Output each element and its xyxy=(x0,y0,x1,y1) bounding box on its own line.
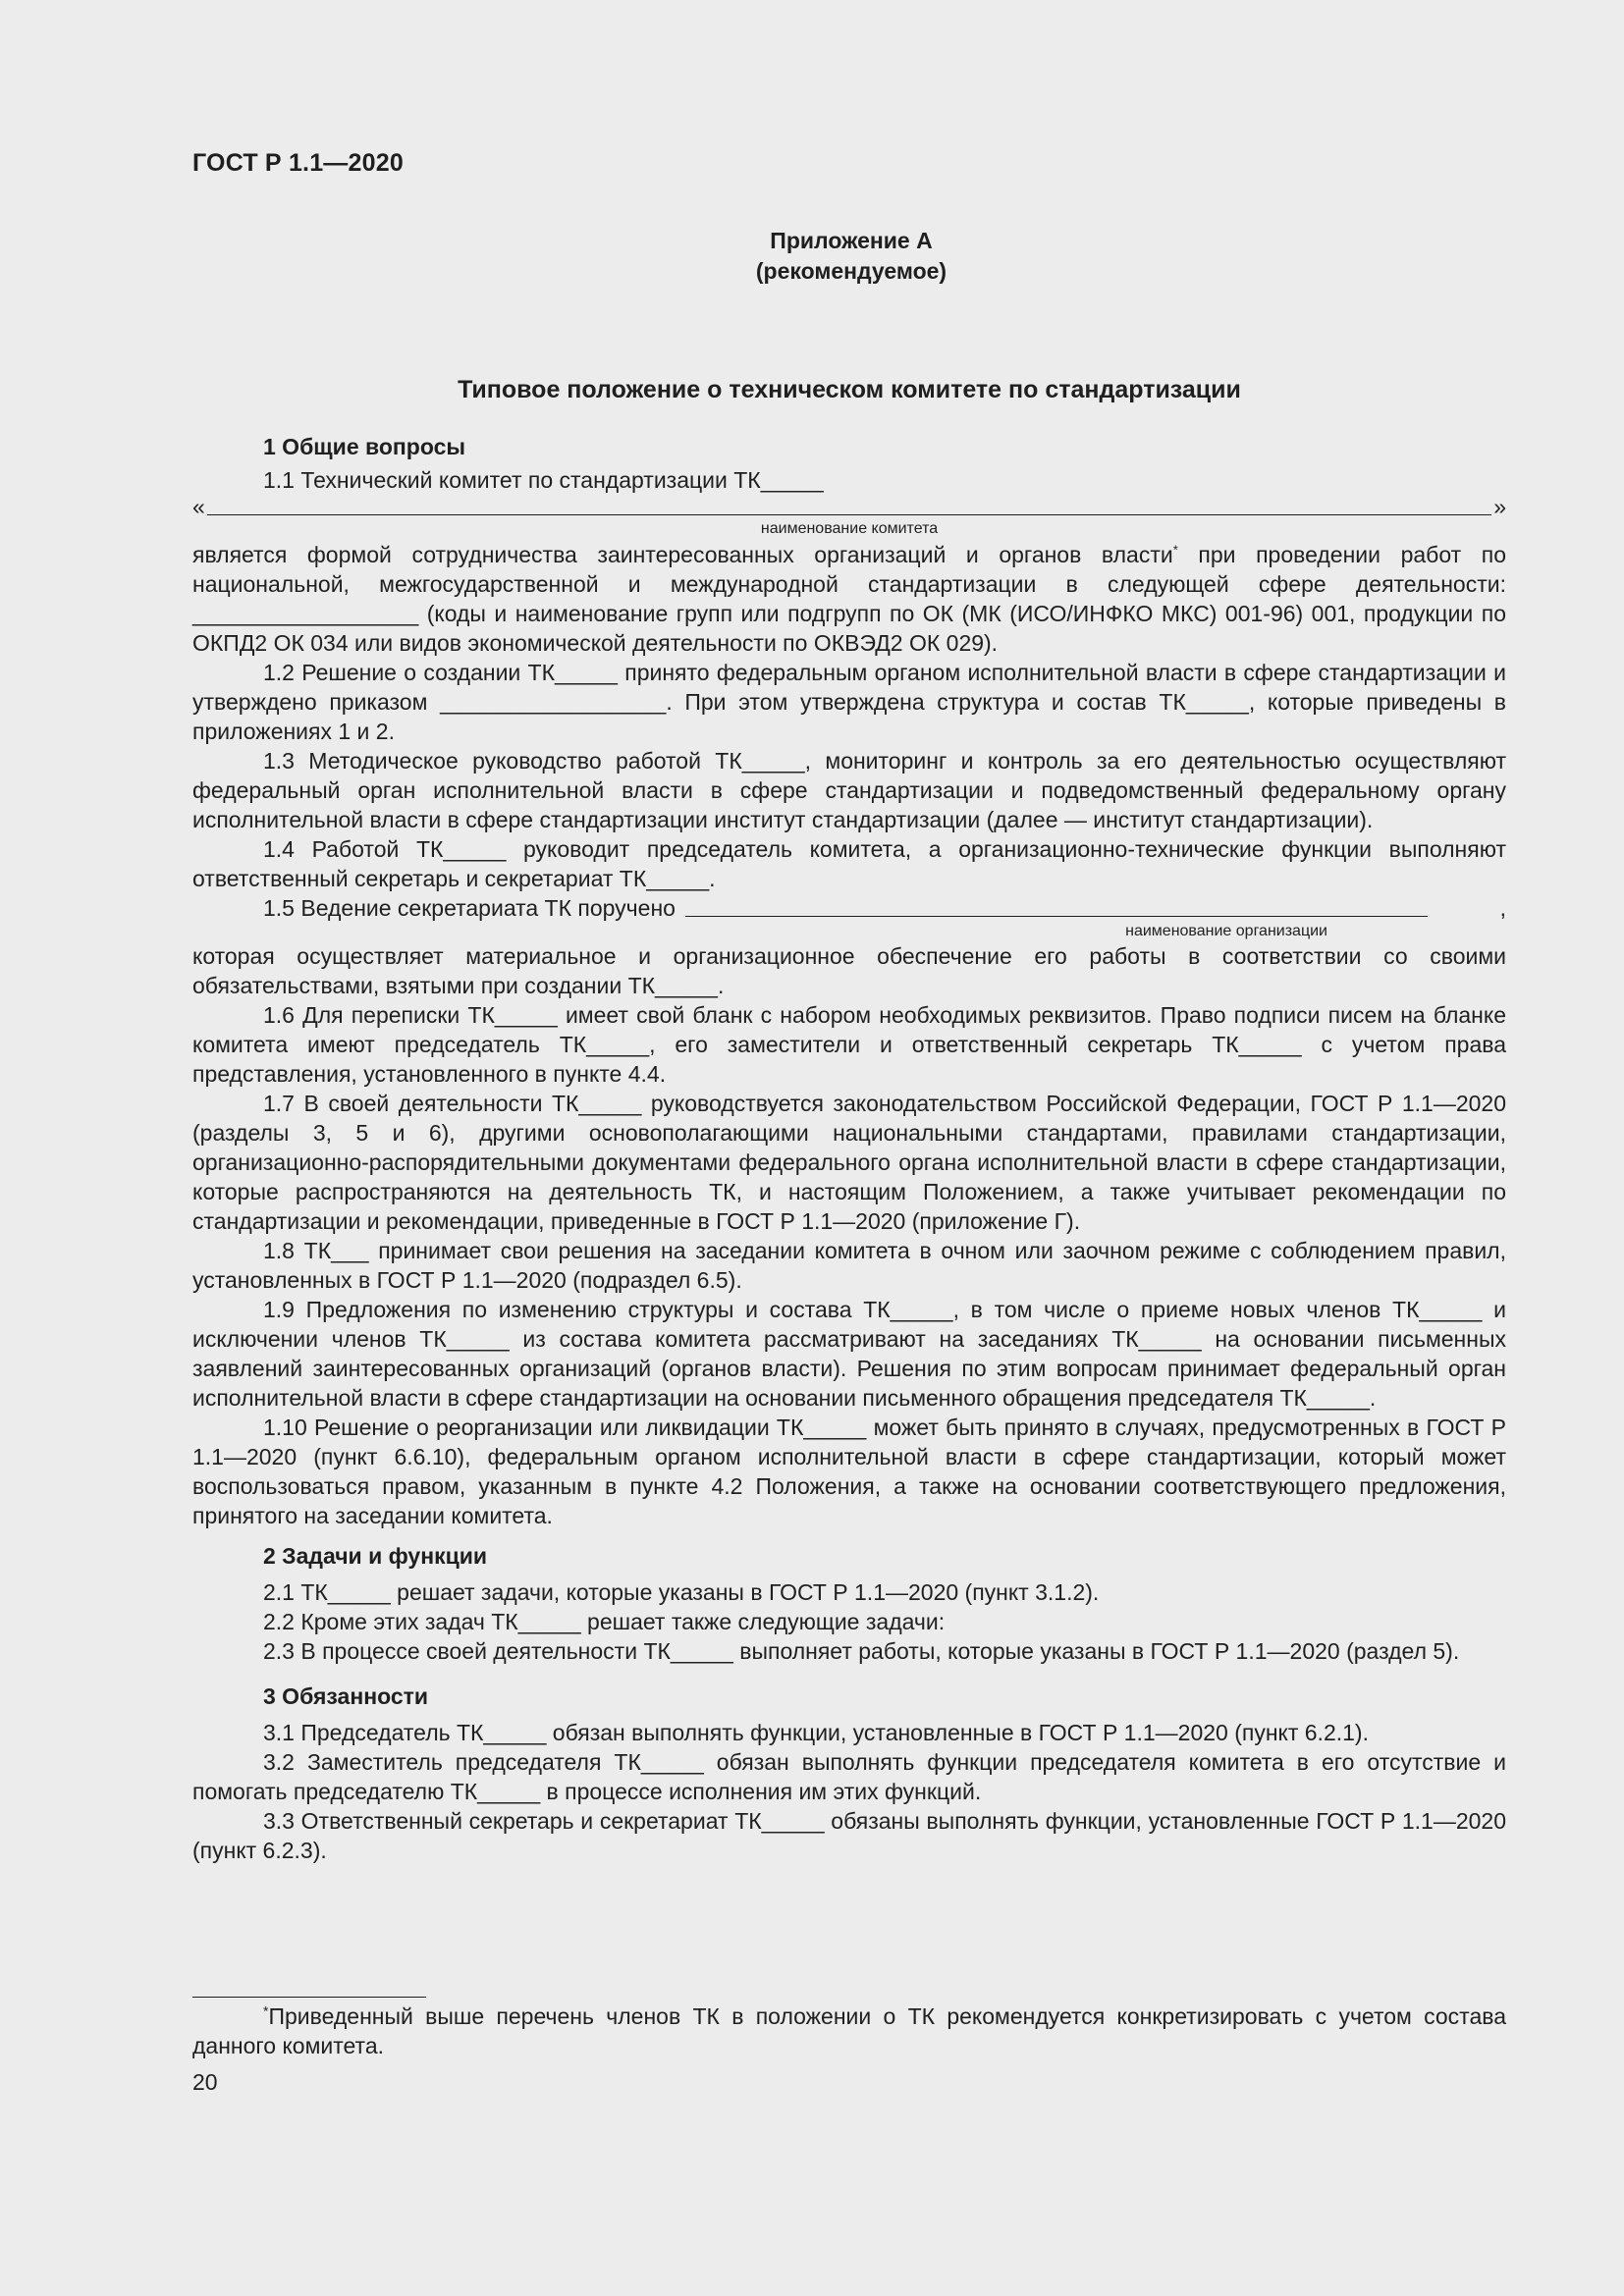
clause-1-9: 1.9 Предложения по изменению структуры и состава ТК_____, в том числе о приеме новых членов ТК_____ и исключении членов ТК_____ из состава комитета рассматривают на заседаниях ТК_____ на основании письменных заявлений заинтересованных организаций (органов власти). Решения по этим вопросам принимает федеральный орган исполнительной власти в сфере стандартизации на основании письменного обращения председателя ТК_____. xyxy=(192,1297,1506,1411)
document-title: Типовое положение о техническом комитете по стандартизации xyxy=(458,376,1241,403)
appendix-status: (рекомендуемое) xyxy=(755,258,947,284)
document-code: ГОСТ Р 1.1—2020 xyxy=(192,149,404,177)
footnote-divider xyxy=(192,1997,426,1998)
section-2-heading: 2 Задачи и функции xyxy=(263,1543,488,1569)
clause-1-10: 1.10 Решение о реорганизации или ликвидации ТК_____ может быть принято в случаях, предусмотренных в ГОСТ Р 1.1—2020 (пункт 6.6.10), федеральным органом исполнительной власти в сфере стандартизации, который может воспользоваться правом, указанным в пункте 4.2 Положения, а также на основании соответствующего предложения, принятого на заседании комитета. xyxy=(192,1415,1506,1528)
clause-1-3: 1.3 Методическое руководство работой ТК_____, мониторинг и контроль за его деятельностью осуществляют федеральный орган исполнительной власти в сфере стандартизации и подведомственный федеральному органу исполнительной власти в сфере стандартизации институт стандартизации (далее — институт стандартизации). xyxy=(192,748,1506,832)
clause-1-8: 1.8 ТК___ принимает свои решения на заседании комитета в очном или заочном режиме с соблюдением правил, установленных в ГОСТ Р 1.1—2020 (подраздел 6.5). xyxy=(192,1238,1506,1293)
document-body xyxy=(192,432,1506,1865)
clause-1-1-text xyxy=(192,540,1506,658)
appendix-heading xyxy=(0,226,1624,287)
clause-3-3: 3.3 Ответственный секретарь и секретариат ТК_____ обязаны выполнять функции, установленные ГОСТ Р 1.1—2020 (пункт 6.2.3). xyxy=(192,1808,1506,1863)
clause-1-6: 1.6 Для переписки ТК_____ имеет свой бланк с набором необходимых реквизитов. Право подписи писем на бланке комитета имеют председатель ТК_____, его заместители и ответственный секретарь ТК_____ с учетом права представления, установленного в пункте 4.4. xyxy=(192,1002,1506,1087)
quote-close: » xyxy=(1493,494,1506,519)
section-1-heading: 1 Общие вопросы xyxy=(263,434,466,459)
clause-3-1: 3.1 Председатель ТК_____ обязан выполнять функции, установленные в ГОСТ Р 1.1—2020 (пункт 6.2.1). xyxy=(263,1720,1369,1745)
footnote xyxy=(192,2002,1506,2060)
quote-open: « xyxy=(192,494,205,519)
organization-name-caption: наименование организации xyxy=(1125,923,1327,939)
clause-1-4: 1.4 Работой ТК_____ руководит председатель комитета, а организационно-технические функции выполняют ответственный секретарь и секретариат ТК_____. xyxy=(192,836,1506,891)
clause-1-5-intro: 1.5 Ведение секретариата ТК поручено xyxy=(263,895,676,921)
clause-1-5-text: которая осуществляет материальное и организационное обеспечение его работы в соответствии со своими обязательствами, взятыми при создании ТК_____. xyxy=(192,943,1506,998)
clause-1-1-intro: 1.1 Технический комитет по стандартизации ТК_____ xyxy=(263,467,824,493)
clause-2-3: 2.3 В процессе своей деятельности ТК_____ выполняет работы, которые указаны в ГОСТ Р 1.1—2020 (раздел 5). xyxy=(263,1638,1460,1664)
clause-1-2: 1.2 Решение о создании ТК_____ принято федеральным органом исполнительной власти в сфере стандартизации и утверждено приказом __________________. При этом утверждена структура и состав ТК_____, которые приведены в приложениях 1 и 2. xyxy=(192,660,1506,744)
footnote-text: Приведенный выше перечень членов ТК в положении о ТК рекомендуется конкретизировать с учетом состава данного комитета. xyxy=(192,2003,1506,2058)
committee-name-blank xyxy=(207,514,1491,515)
clause-1-5-comma: , xyxy=(1499,895,1506,921)
committee-name-caption: наименование комитета xyxy=(760,520,939,537)
page-number: 20 xyxy=(192,2069,218,2095)
footnote-mark: * xyxy=(263,2002,269,2019)
organization-name-blank xyxy=(685,916,1428,917)
clause-3-2: 3.2 Заместитель председателя ТК_____ обязан выполнять функции председателя комитета в его отсутствие и помогать председателю ТК_____ в процессе исполнения им этих функций. xyxy=(192,1749,1506,1804)
clause-1-1-text-a: является формой сотрудничества заинтересованных организаций и органов власти xyxy=(192,542,1173,567)
section-3-heading: 3 Обязанности xyxy=(263,1683,429,1709)
clause-2-2: 2.2 Кроме этих задач ТК_____ решает также следующие задачи: xyxy=(263,1609,946,1634)
clause-1-1-text-b: при проведении работ по национальной, межгосударственной и международной стандартизации в следующей сфере деятельности: __________________ (коды и наименование групп или подгрупп по ОК (МК (ИСО/ИНФКО МКС) 001-96) 001, продукции по ОКПД2 ОК 034 или видов экономической деятельности по ОКВЭД2 ОК 029). xyxy=(192,542,1506,656)
appendix-title: Приложение А xyxy=(770,228,933,253)
clause-1-7: 1.7 В своей деятельности ТК_____ руководствуется законодательством Российской Федерации, ГОСТ Р 1.1—2020 (разделы 3, 5 и 6), другими основополагающими национальными стандартами, правилами стандартизации, организационно-распорядительными документами федерального органа исполнительной власти в сфере стандартизации, которые распространяются на деятельность ТК, и настоящим Положением, а также учитывает рекомендации по стандартизации и рекомендации, приведенные в ГОСТ Р 1.1—2020 (приложение Г). xyxy=(192,1091,1506,1234)
clause-1-5-line xyxy=(192,893,1506,923)
clause-2-1: 2.1 ТК_____ решает задачи, которые указаны в ГОСТ Р 1.1—2020 (пункт 3.1.2). xyxy=(263,1579,1100,1605)
footnote-reference: * xyxy=(1172,542,1178,558)
committee-name-line xyxy=(192,495,1506,521)
